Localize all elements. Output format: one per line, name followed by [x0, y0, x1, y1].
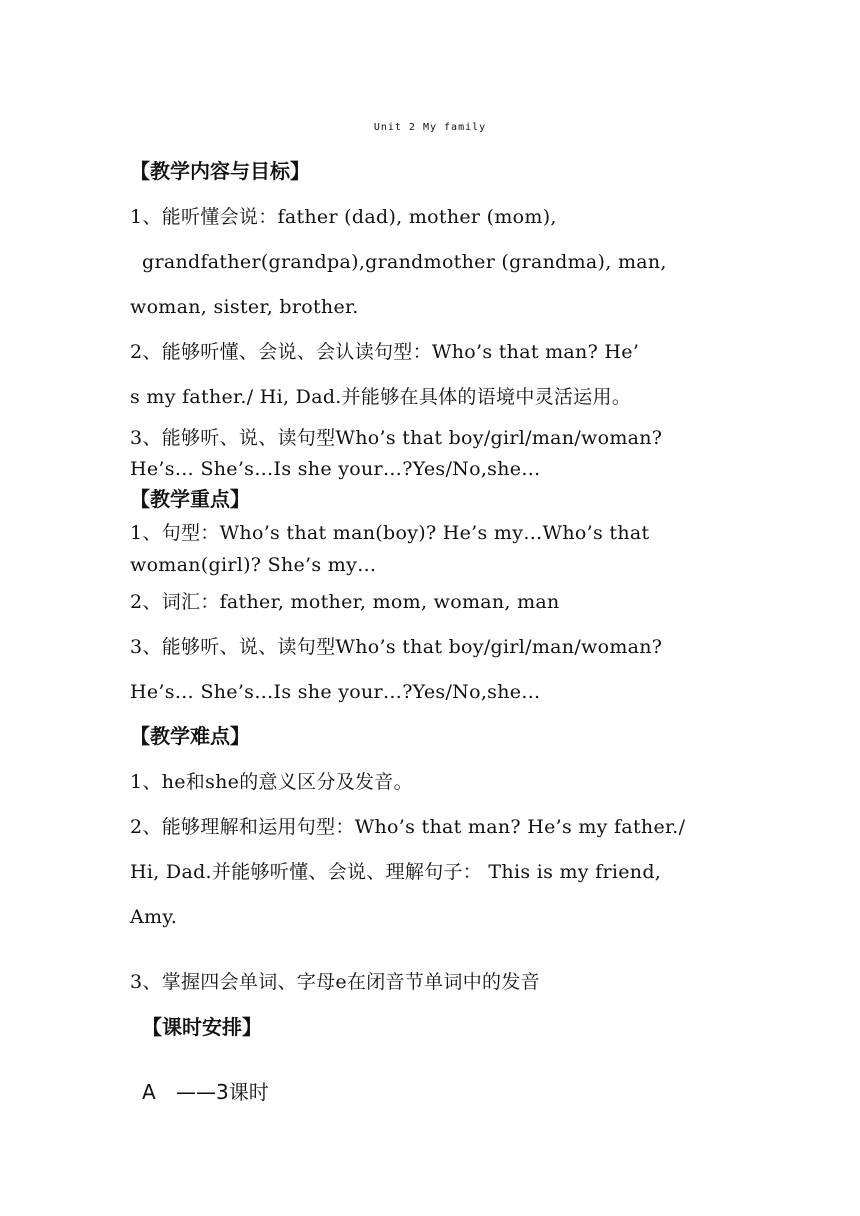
key-points-line-3: 2、词汇：father, mother, mom, woman, man — [130, 591, 560, 613]
section-heading-schedule: 【课时安排】 — [142, 1015, 262, 1039]
key-points-line-4: 3、能够听、说、读句型Who’s that boy/girl/man/woman? — [130, 636, 663, 658]
key-points-line-2: woman(girl)? She’s my… — [130, 554, 377, 576]
key-points-line-5: He’s… She’s…Is she your…?Yes/No,she… — [130, 681, 541, 703]
section-heading-difficulties: 【教学难点】 — [130, 724, 250, 748]
difficulties-line-5: 3、掌握四会单词、字母e在闭音节单词中的发音 — [130, 971, 540, 993]
schedule-row — [142, 1078, 269, 1106]
difficulties-line-2: 2、能够理解和运用句型：Who’s that man? He’s my father./ — [130, 816, 686, 838]
section-heading-content-goals: 【教学内容与目标】 — [130, 159, 310, 183]
schedule-duration: ——3课时 — [176, 1080, 269, 1104]
section-heading-key-points: 【教学重点】 — [130, 487, 250, 511]
key-points-line-1: 1、句型：Who’s that man(boy)? He’s my…Who’s that — [130, 522, 650, 544]
content-goals-line-1: 1、能听懂会说：father (dad), mother (mom), — [130, 206, 557, 228]
content-goals-line-2: grandfather(grandpa),grandmother (grandma), man, — [142, 251, 667, 273]
content-goals-line-7: He’s… She’s…Is she your…?Yes/No,she… — [130, 458, 541, 480]
difficulties-line-1: 1、he和she的意义区分及发音。 — [130, 771, 413, 793]
schedule-part-label: A — [142, 1080, 156, 1104]
content-goals-line-3: woman, sister, brother. — [130, 296, 359, 318]
difficulties-line-4: Amy. — [130, 906, 178, 928]
difficulties-line-3: Hi, Dad.并能够听懂、会说、理解句子： This is my friend, — [130, 861, 662, 883]
content-goals-line-5: s my father./ Hi, Dad.并能够在具体的语境中灵活运用。 — [130, 386, 632, 408]
content-goals-line-6: 3、能够听、说、读句型Who’s that boy/girl/man/woman? — [130, 427, 663, 449]
page-title: Unit 2 My family — [373, 122, 487, 133]
content-goals-line-4: 2、能够听懂、会说、会认读句型：Who’s that man? He’ — [130, 341, 640, 363]
